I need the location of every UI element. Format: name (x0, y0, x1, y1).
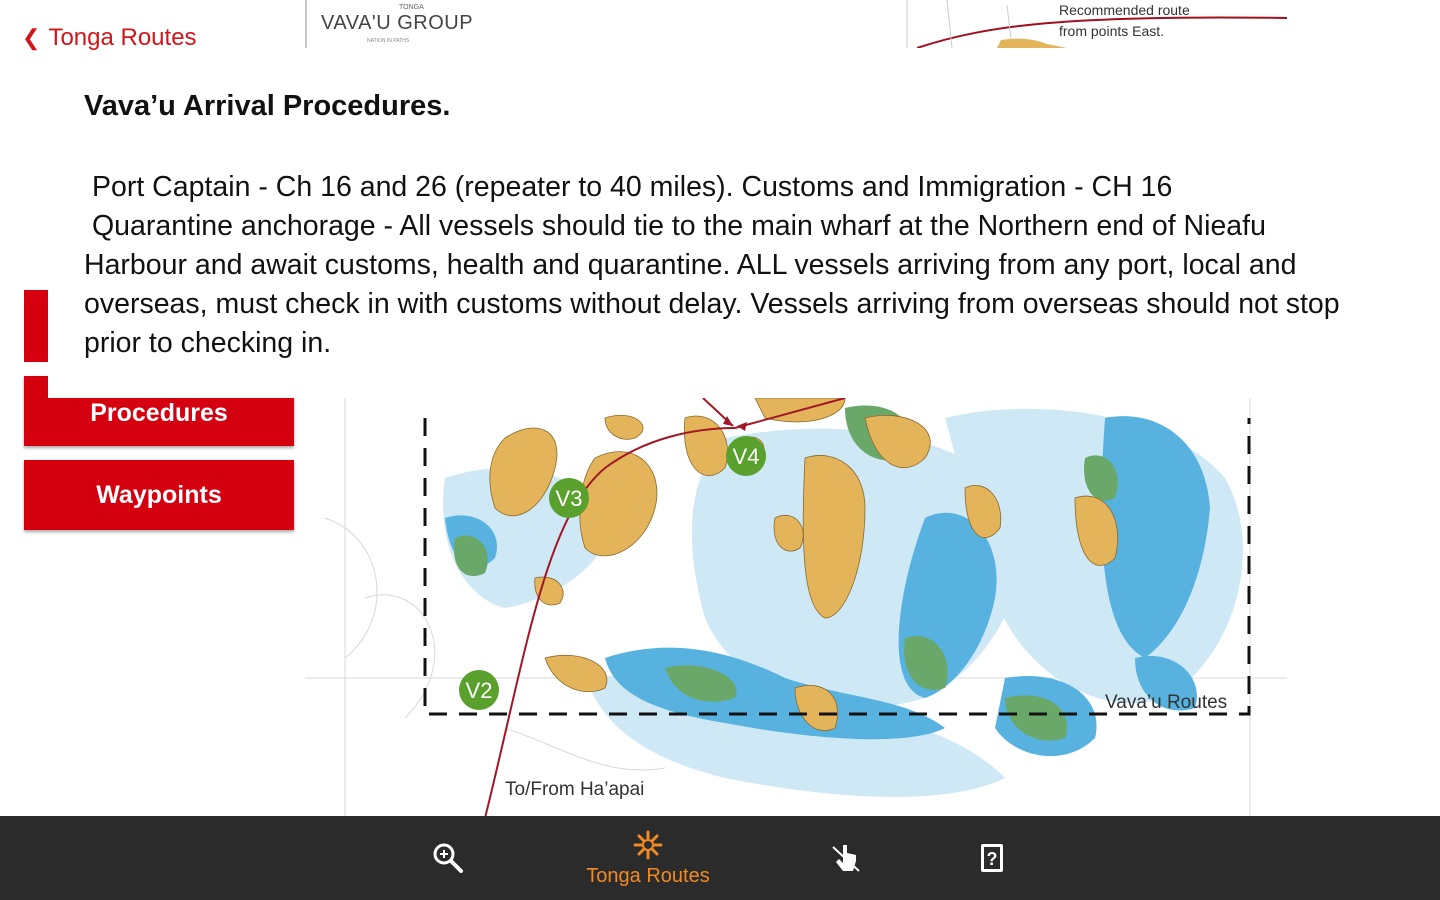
waypoint-v4[interactable] (726, 436, 766, 476)
routes-label: Vava’u Routes (1105, 692, 1228, 713)
route-note-line1: Recommended route (1059, 2, 1190, 18)
chart-title: VAVA'U GROUP (321, 12, 474, 34)
chart-title-sub: NATION IN PATHS (367, 38, 410, 44)
waypoint-v3-label: V3 (555, 486, 583, 511)
pointer-tool-icon (829, 841, 863, 875)
tonga-routes-icon (632, 829, 664, 861)
nautical-chart[interactable] (305, 398, 1287, 816)
popup-line: overseas, must check in with customs without delay. Vessels arriving from overseas should not stop (84, 288, 1340, 320)
route-note-line2: from points East. (1059, 23, 1165, 39)
svg-text:?: ? (986, 849, 998, 869)
search-zoom-icon (431, 841, 465, 875)
waypoint-v3[interactable] (549, 478, 589, 518)
popup-line: Quarantine anchorage - All vessels should tie to the main wharf at the Northern end of Nieafu (92, 210, 1266, 242)
chart-title-small: TONGA (399, 4, 424, 11)
left-menu-tab[interactable] (24, 290, 48, 362)
popup-title: Vava’u Arrival Procedures. (84, 90, 451, 122)
waypoint-v4-label: V4 (732, 444, 760, 469)
popup-line: prior to checking in. (84, 327, 332, 359)
chart-header (307, 0, 1287, 48)
nav-tonga-routes[interactable] (572, 816, 724, 900)
nav-search-zoom[interactable] (418, 816, 478, 900)
bottom-nav-bar (0, 816, 1440, 900)
popup-line: Port Captain - Ch 16 and 26 (repeater to 40 miles). Customs and Immigration - CH 16 (92, 171, 1173, 203)
nav-help-book[interactable] (962, 816, 1022, 900)
back-label: Tonga Routes (48, 24, 197, 51)
chevron-left-icon: ❮ (22, 25, 41, 50)
back-button[interactable] (22, 22, 197, 54)
popup-body (84, 168, 1404, 363)
popup-line: Harbour and await customs, health and quarantine. ALL vessels arriving from any port, local and (84, 249, 1297, 281)
arrival-label: Procedures (90, 399, 228, 427)
nav-pointer-tool[interactable] (816, 816, 876, 900)
haapai-label: To/From Ha’apai (505, 779, 645, 800)
waypoints-label: Waypoints (96, 480, 222, 509)
waypoint-v2-label: V2 (465, 678, 493, 703)
help-book-icon (977, 841, 1007, 875)
waypoint-v2[interactable] (459, 670, 499, 710)
route-note (1059, 0, 1190, 42)
waypoints-button[interactable] (24, 460, 294, 530)
nav-tonga-routes-label: Tonga Routes (586, 864, 710, 887)
arrival-procedures-popup[interactable] (48, 52, 1438, 398)
waypoint-markers (305, 398, 1287, 816)
